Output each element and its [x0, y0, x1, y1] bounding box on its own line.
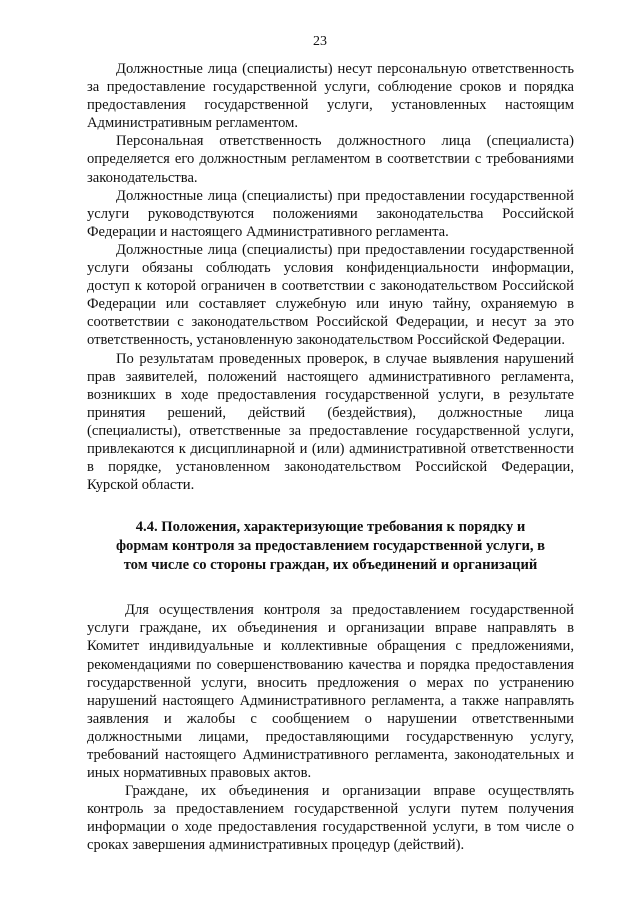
paragraph-legislation-guidance: Должностные лица (специалисты) при предоставлении государственной услуги руководствуются положениями законодательства Российской Федерации и настоящего Административного регламента.: [87, 187, 574, 240]
paragraph-personal-responsibility: Должностные лица (специалисты) несут персональную ответственность за предоставление государственной услуги, соблюдение сроков и порядка предоставления государственной услуги, установленных настоящим Административным регламентом.: [87, 61, 574, 132]
document-body: [87, 60, 574, 855]
paragraph-inspection-results: По результатам проведенных проверок, в случае выявления нарушений прав заявителей, положений настоящего административного регламента, возникших в ходе предоставления государственной услуги, в результате принятия решений, действий (бездействия), должностные лица (специалисты), ответственные за предоставление государственной услуги, привлекаются к дисциплинарной и (или) административной ответственности в порядке, установленном законодательством Российской Федерации, Курской области.: [87, 350, 574, 494]
paragraph-official-regulation: Персональная ответственность должностного лица (специалиста) определяется его должностным регламентом в соответствии с требованиями законодательства.: [87, 133, 574, 186]
paragraph-confidentiality: Должностные лица (специалисты) при предоставлении государственной услуги обязаны соблюдать условия конфиденциальности информации, доступ к которой ограничен в соответствии с законодательством Российской Федерации или составляет служебную или иную тайну, охраняемую в соответствии с законодательством Российской Федерации, и несут за это ответственность, установленную законодательством Российской Федерации.: [87, 241, 574, 349]
page-number: 23: [313, 34, 327, 49]
paragraph-citizen-control: Для осуществления контроля за предоставлением государственной услуги граждане, их объединения и организации вправе направлять в Комитет индивидуальные и коллективные обращения с предложениями, рекомендациями по совершенствованию качества и порядка предоставления государственной услуги, вносить предложения о мерах по устранению нарушений настоящего Административного регламента, а также направлять заявления и жалобы с сообщением о нарушении ответственными должностными лицами, предоставляющими государственную услугу, требований настоящего Административного регламента, законодательных и иных нормативных правовых актов.: [87, 602, 574, 782]
paragraph-citizen-information: Граждане, их объединения и организации вправе осуществлять контроль за предоставлением государственной услуги путем получения информации о ходе предоставления государственной услуги, в том числе о сроках завершения административных процедур (действий).: [87, 783, 574, 854]
section-heading: 4.4. Положения, характеризующие требования к порядку и формам контроля за предоставлением государственной услуги, в том числе со стороны граждан, их объединений и организаций: [115, 519, 546, 574]
